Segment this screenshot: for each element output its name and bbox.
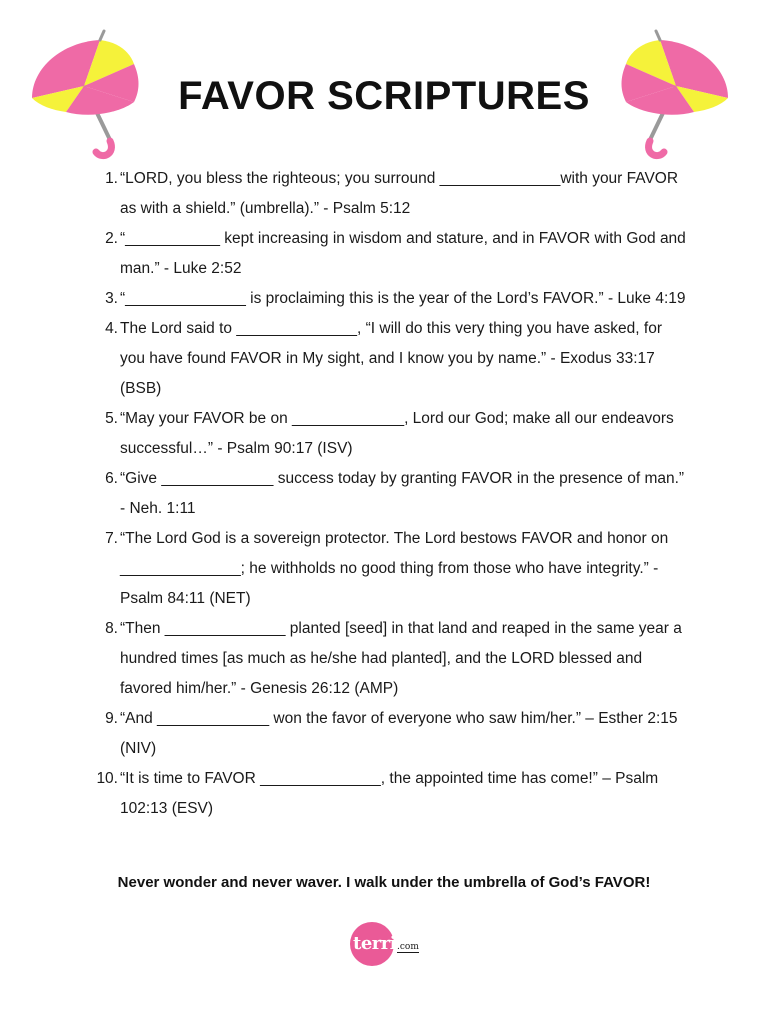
scripture-item-3 (105, 284, 690, 314)
terri-logo[interactable] (350, 922, 422, 968)
scripture-item-7 (105, 524, 690, 614)
scripture-text: “Give _____________ success today by granting FAVOR in the presence of man.” - Neh. 1:11 (120, 470, 685, 517)
logo-text: terri (353, 933, 397, 954)
item-number: 6. (105, 470, 118, 487)
scripture-text: “Then ______________ planted [seed] in that land and reaped in the same year a hundred times [as much as he/she had planted], and the LORD blessed and favored him/her.” - Genesis 26:12 (AMP) (120, 620, 682, 697)
scripture-text: “May your FAVOR be on _____________, Lord our God; make all our endeavors successful…” - Psalm 90:17 (ISV) (120, 410, 674, 457)
scripture-text: “______________ is proclaiming this is the year of the Lord’s FAVOR.” - Luke 4:19 (120, 290, 686, 307)
logo-suffix: .com (397, 942, 419, 952)
scripture-text: “___________ kept increasing in wisdom and stature, and in FAVOR with God and man.” - Luke 2:52 (120, 230, 686, 277)
scripture-text: The Lord said to ______________, “I will do this very thing you have asked, for you have found FAVOR in My sight, and I know you by name.” - Exodus 33:17 (BSB) (120, 320, 662, 397)
item-number: 2. (105, 230, 118, 247)
item-number: 3. (105, 290, 118, 307)
scripture-list (96, 164, 690, 824)
scripture-item-8 (105, 614, 690, 704)
item-number: 1. (105, 170, 118, 187)
closing-statement: Never wonder and never waver. I walk under the umbrella of God’s FAVOR! (117, 874, 651, 891)
scripture-text: “And _____________ won the favor of everyone who saw him/her.” – Esther 2:15 (NIV) (120, 710, 678, 757)
item-number: 10. (96, 770, 118, 787)
scripture-text: “LORD, you bless the righteous; you surround ______________with your FAVOR as with a shield.” (umbrella).” - Psalm 5:12 (120, 170, 679, 217)
scripture-item-1 (105, 164, 690, 224)
scripture-item-2 (105, 224, 690, 284)
scripture-item-10 (96, 764, 690, 824)
scripture-text: “The Lord God is a sovereign protector. The Lord bestows FAVOR and honor on ______________; he withholds no good thing from those who have integrity.” - Psalm 84:11 (NET) (120, 530, 669, 607)
item-number: 5. (105, 410, 118, 427)
page-title: FAVOR SCRIPTURES (178, 74, 590, 118)
item-number: 4. (105, 320, 118, 337)
scripture-text: “It is time to FAVOR ______________, the appointed time has come!” – Psalm 102:13 (ESV) (120, 770, 659, 817)
item-number: 8. (105, 620, 118, 637)
scripture-item-6 (105, 464, 690, 524)
scripture-item-4 (105, 314, 690, 404)
item-number: 7. (105, 530, 118, 547)
scripture-item-5 (105, 404, 690, 464)
scripture-item-9 (105, 704, 690, 764)
item-number: 9. (105, 710, 118, 727)
